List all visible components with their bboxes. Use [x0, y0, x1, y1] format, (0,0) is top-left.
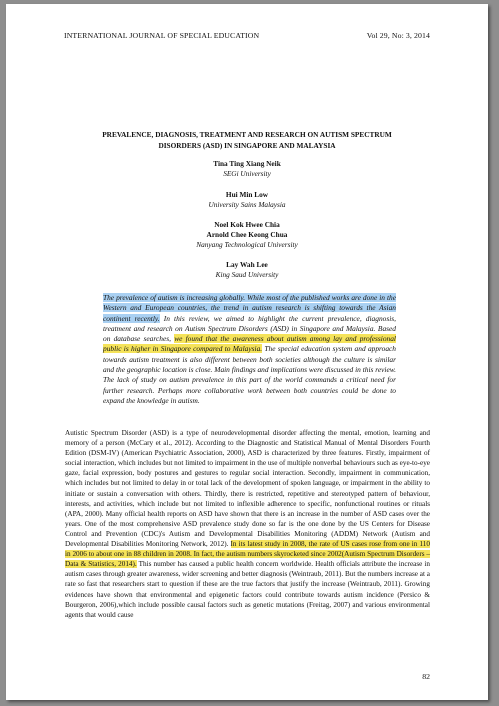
abstract-highlight-blue[interactable]: The prevalence of autism is increasing globally. While most of the published works are done in the Western and European countries, the trend in autism research is shifting towards the Asian continent recently.	[103, 293, 396, 323]
author-name: Lay Wah Lee	[226, 260, 268, 269]
journal-name: INTERNATIONAL JOURNAL OF SPECIAL EDUCATION	[64, 31, 260, 40]
author-affiliation: SEGi University	[223, 169, 271, 178]
body-paragraph	[65, 428, 430, 620]
abstract-text: The special education system and approach towards autism treatment is also different between both societies although the culture is similar and the geographic location is close. Main findings and implications were discussed in this review. The lack of study on autism prevalence in this part of the world commands a critical need for further research. Perhaps more collaborative work between both countries could be done to expand the knowledge in autism.	[103, 344, 397, 405]
author-name: Tina Ting Xiang Neik	[213, 159, 281, 168]
paper-title	[66, 129, 428, 151]
body-text: This number has caused a public health concern worldwide. Health officials attribute the increase in autism cases through greater awareness, wider screening and better diagnosis (Weintraub, 2011). But the numbers increase at a rate so fast that researchers start to question if these are the true factors that justify the increase (Weintraub, 2011). Growing evidences have shown that environmental and epigenetic factors could contribute towards autism incidence (Persico & Bourgeron, 2006),which include possible causal factors such as genetic mutations (Freitag, 2007) and various environmental agents that would cause	[65, 560, 430, 619]
author-block-2	[66, 190, 428, 210]
author-name: Arnold Chee Keong Chua	[206, 230, 288, 239]
author-affiliation: King Saud University	[215, 270, 279, 279]
page-number: 82	[422, 672, 430, 681]
author-affiliation: Nanyang Technological University	[196, 240, 298, 249]
author-name: Noel Kok Hwee Chia	[214, 220, 280, 229]
author-name: Hui Min Low	[225, 190, 269, 199]
volume-info: Vol 29, No: 3, 2014	[366, 31, 430, 40]
abstract	[103, 293, 396, 406]
title-line-1: PREVALENCE, DIAGNOSIS, TREATMENT AND RESEARCH ON AUTISM SPECTRUM	[102, 130, 392, 139]
author-block-1	[66, 159, 428, 179]
body-text: Autistic Spectrum Disorder (ASD) is a type of neurodevelopmental disorder affecting the mental, emotion, learning and memory of a person (McCary et al., 2012). According to the Diagnostic and Statistical Manual of Mental Disorders Fourth Edition (DSM-IV) (American Psychiatric Association, 2000), ASD is characterized by three features. Firstly, impairment of social interaction, which includes but not limited to impairment in the use of multiple nonverbal behaviours such as eye-to-eye gaze, facial expression, body postures and gestures to regular social interaction. Secondly, impairment in communication, which includes but not limited to delay in or total lack of the development of spoken language, or impairment in the ability to initiate or sustain a conversation with others. Thirdly, there is restricted, repetitive and stereotyped pattern of behaviour, interests, and activities, which include but not limited to inflexible adherence to specific, nonfunctional routines or rituals (APA, 2000). Many official health reports on ASD have shown that there is an increase in the number of ASD cases over the years. One of the most comprehensive ASD prevalence study done so far is the one done by the US Centers for Disease Control and Prevention (CDC)'s Autism and Developmental Disabilities Monitoring (ADDM) Network (Autism and Developmental Disabilities Monitoring Network, 2012).	[65, 429, 430, 549]
abstract-highlight-yellow[interactable]: we found that the awareness about autism among lay and professional public is higher in Singapore compared to Malaysia.	[103, 334, 396, 354]
author-block-3	[66, 220, 428, 250]
title-line-2: DISORDERS (ASD) IN SINGAPORE AND MALAYSIA	[158, 141, 336, 150]
abstract-text: In this review, we aimed to highlight the current prevalence, diagnosis, treatment and research on Autism Spectrum Disorders (ASD) in Singapore and Malaysia. Based on database searches,	[103, 313, 396, 344]
author-block-4	[66, 260, 428, 280]
author-affiliation: University Sains Malaysia	[208, 200, 286, 209]
body-highlight-yellow[interactable]: In its latest study in 2008, the rate of US cases rose from one in 110 in 2006 to about one in 88 children in 2008. In fact, the autism numbers skyrocketed since 2002(Autism Spectrum Disorders – Data & Statistics, 2014).	[65, 540, 430, 569]
document-page	[6, 4, 488, 700]
